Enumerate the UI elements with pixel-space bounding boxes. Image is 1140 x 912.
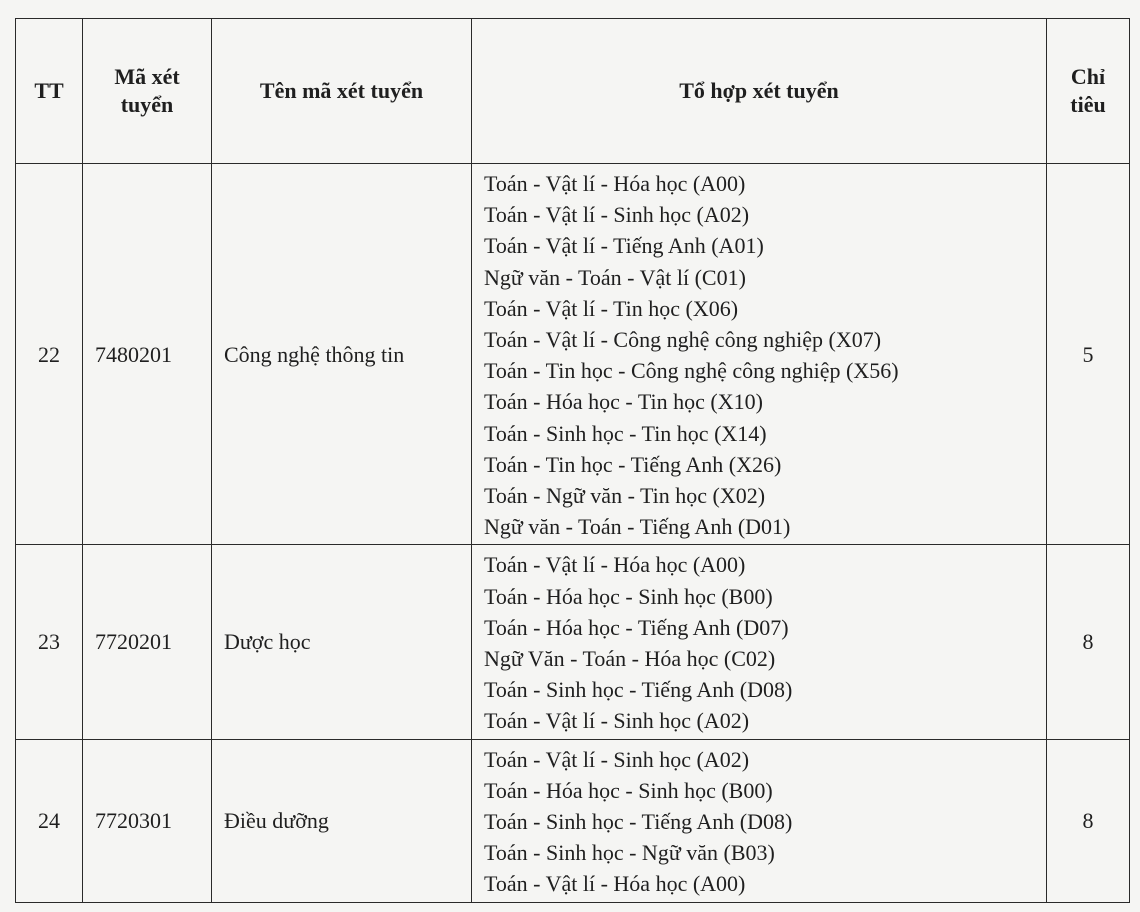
- cell-name: Điều dưỡng: [212, 739, 472, 902]
- combo-item: Toán - Tin học - Công nghệ công nghiệp (X56): [484, 358, 899, 384]
- cell-tt: 22: [16, 164, 83, 545]
- cell-quota: 5: [1047, 164, 1130, 545]
- combo-item: Toán - Hóa học - Sinh học (B00): [484, 777, 773, 803]
- combo-item: Toán - Vật lí - Tiếng Anh (A01): [484, 233, 764, 259]
- header-quota-line2: tiêu: [1070, 92, 1106, 117]
- cell-code: 7720201: [83, 545, 212, 739]
- combo-item: Toán - Vật lí - Hóa học (A00): [484, 871, 746, 897]
- cell-tt: 23: [16, 545, 83, 739]
- cell-combos: [472, 545, 1047, 739]
- admissions-table: [15, 18, 1130, 903]
- combo-item: Toán - Hóa học - Sinh học (B00): [484, 583, 773, 609]
- combo-item: Toán - Vật lí - Hóa học (A00): [484, 171, 746, 196]
- combo-item: Toán - Vật lí - Sinh học (A02): [484, 708, 750, 734]
- combo-item: Toán - Vật lí - Sinh học (A02): [484, 746, 750, 772]
- header-combos: Tổ hợp xét tuyển: [472, 19, 1047, 164]
- combo-item: Toán - Vật lí - Sinh học (A02): [484, 202, 750, 228]
- cell-combos: [472, 164, 1047, 545]
- table-row: [16, 164, 1130, 545]
- cell-quota: 8: [1047, 545, 1130, 739]
- header-quota: [1047, 19, 1130, 164]
- header-tt: TT: [16, 19, 83, 164]
- combo-item: Toán - Hóa học - Tin học (X10): [484, 389, 763, 415]
- cell-name: Dược học: [212, 545, 472, 739]
- header-name: Tên mã xét tuyển: [212, 19, 472, 164]
- combo-item: Ngữ văn - Toán - Tiếng Anh (D01): [484, 514, 791, 540]
- header-quota-line1: Chỉ: [1070, 64, 1106, 89]
- combo-item: Ngữ văn - Toán - Vật lí (C01): [484, 264, 746, 290]
- table-row: [16, 545, 1130, 739]
- combo-item: Ngữ Văn - Toán - Hóa học (C02): [484, 646, 776, 672]
- cell-quota: 8: [1047, 739, 1130, 902]
- cell-name: Công nghệ thông tin: [212, 164, 472, 545]
- combo-item: Toán - Sinh học - Ngữ văn (B03): [484, 840, 775, 866]
- header-row: [16, 19, 1130, 164]
- combo-item: Toán - Hóa học - Tiếng Anh (D07): [484, 614, 789, 640]
- combo-item: Toán - Sinh học - Tiếng Anh (D08): [484, 809, 793, 835]
- combo-item: Toán - Vật lí - Hóa học (A00): [484, 552, 746, 578]
- combo-item: Toán - Sinh học - Tiếng Anh (D08): [484, 677, 793, 703]
- cell-tt: 24: [16, 739, 83, 902]
- combo-item: Toán - Ngữ văn - Tin học (X02): [484, 483, 766, 509]
- combo-item: Toán - Tin học - Tiếng Anh (X26): [484, 451, 782, 477]
- header-code: [83, 19, 212, 164]
- cell-code: 7720301: [83, 739, 212, 902]
- combo-item: Toán - Vật lí - Tin học (X06): [484, 295, 739, 321]
- combo-item: Toán - Sinh học - Tin học (X14): [484, 420, 767, 446]
- combo-item: Toán - Vật lí - Công nghệ công nghiệp (X07): [484, 327, 882, 353]
- header-code-line1: Mã xét: [114, 64, 180, 89]
- header-code-line2: tuyển: [120, 92, 174, 117]
- cell-code: 7480201: [83, 164, 212, 545]
- table-row: [16, 739, 1130, 902]
- cell-combos: [472, 739, 1047, 902]
